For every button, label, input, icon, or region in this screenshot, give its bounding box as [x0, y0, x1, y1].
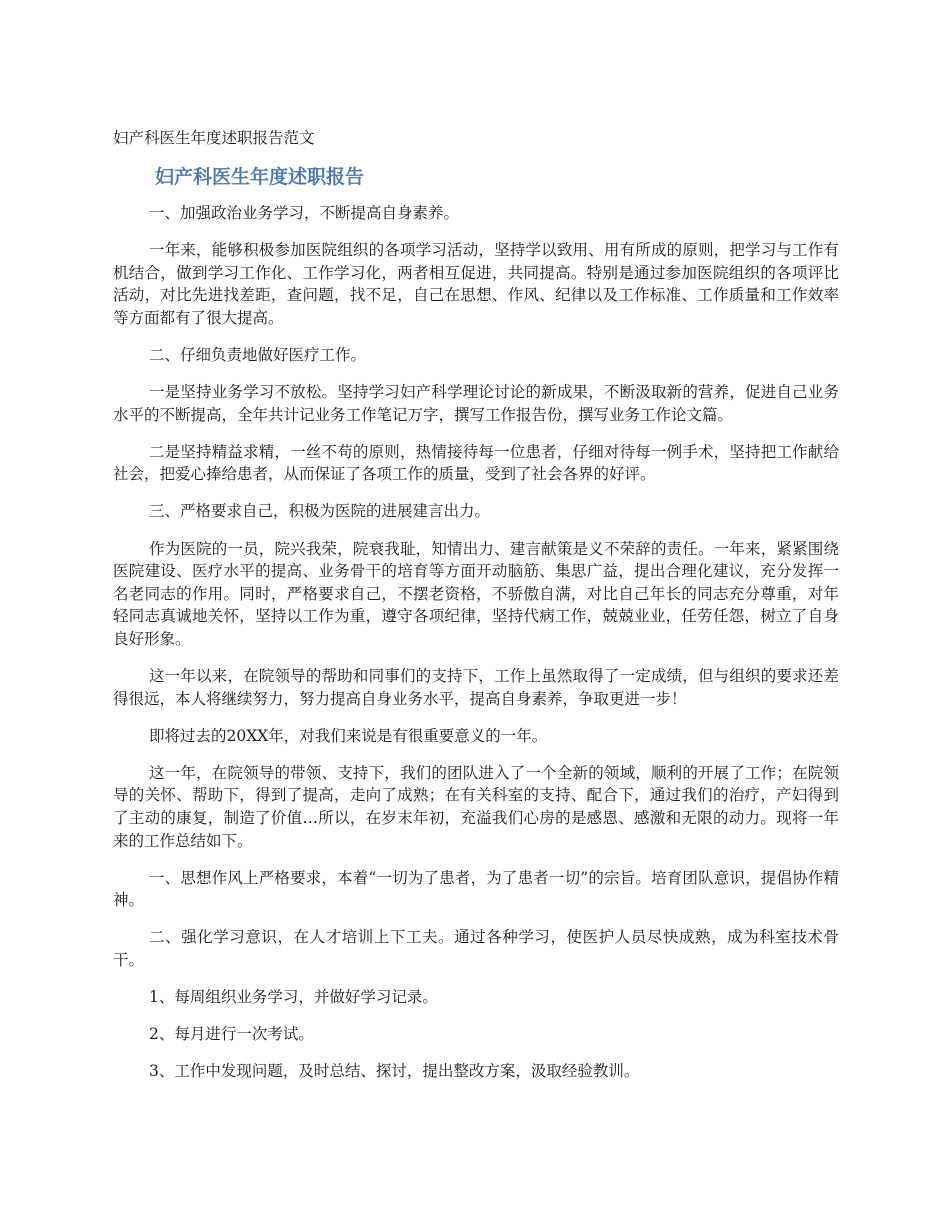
list-item: 2、每月进行一次考试。: [149, 1025, 314, 1044]
document-name: 妇产科医生年度述职报告范文: [113, 129, 315, 147]
body-paragraph: 这一年以来，在院领导的帮助和同事们的支持下，工作上虽然取得了一定成绩，但与组织的要求还差得很远，本人将继续努力，努力提高自身业务水平，提高自身素养，争取更进一步！: [113, 667, 839, 708]
body-paragraph: 这一年，在院领导的带领、支持下，我们的团队进入了一个全新的领域，顺利的开展了工作；在院领导的关怀、帮助下，得到了提高，走向了成熟；在有关科室的支持、配合下，通过我们的治疗，产妇得到了主动的康复，制造了价值…所以，在岁末年初，充溢我们心房的是感恩、感激和无限的动力。现将一年来的工作总结如下。: [113, 763, 839, 850]
section-heading-1: 一、加强政治业务学习，不断提高自身素养。: [149, 204, 460, 222]
body-paragraph: 即将过去的20XX年，对我们来说是有很重要意义的一年。: [149, 726, 548, 745]
document-page: [113, 126, 839, 1097]
body-paragraph: 一是坚持业务学习不放松。坚持学习妇产科学理论讨论的新成果，不断汲取新的营养，促进自己业务水平的不断提高，全年共计记业务工作笔记万字，撰写工作报告份，撰写业务工作论文篇。: [113, 383, 839, 424]
body-paragraph: 二是坚持精益求精，一丝不苟的原则，热情接待每一位患者，仔细对待每一例手术，坚持把工作献给社会，把爱心捧给患者，从而保证了各项工作的质量，受到了社会各界的好评。: [113, 442, 839, 484]
body-paragraph: 一年来，能够积极参加医院组织的各项学习活动，坚持学以致用、用有所成的原则，把学习与工作有机结合，做到学习工作化、工作学习化，两者相互促进，共同提高。特别是通过参加医院组织的各项评比活动，对比先进找差距，查问题，找不足，自己在思想、作风、纪律以及工作标准、工作质量和工作效率等方面都有了很大提高。: [113, 241, 839, 327]
list-item: 3、工作中发现问题，及时总结、探讨，提出整改方案，汲取经验教训。: [149, 1062, 640, 1081]
body-paragraph: 二、强化学习意识，在人才培训上下工夫。通过各种学习，使医护人员尽快成熟，成为科室技术骨干。: [113, 928, 839, 969]
body-paragraph: 一、思想作风上严格要求，本着“一切为了患者，为了患者一切”的宗旨。培育团队意识，提倡协作精神。: [113, 868, 839, 910]
section-heading-3: 三、严格要求自己，积极为医院的进展建言出力。: [149, 502, 491, 521]
body-paragraph: 作为医院的一员，院兴我荣，院衰我耻，知情出力、建言献策是义不荣辞的责任。一年来，紧紧围绕医院建设、医疗水平的提高、业务骨干的培育等方面开动脑筋、集思广益，提出合理化建议，充分发挥一名老同志的作用。同时，严格要求自己，不摆老资格，不骄傲自满，对比自己年长的同志充分尊重，对年轻同志真诚地关怀，坚持以工作为重，遵守各项纪律，坚持代病工作，兢兢业业，任劳任怨，树立了自身良好形象。: [113, 539, 839, 648]
section-heading-2: 二、仔细负责地做好医疗工作。: [149, 345, 367, 364]
list-item: 1、每周组织业务学习，并做好学习记录。: [149, 988, 438, 1007]
document-title: 妇产科医生年度述职报告: [155, 166, 365, 188]
